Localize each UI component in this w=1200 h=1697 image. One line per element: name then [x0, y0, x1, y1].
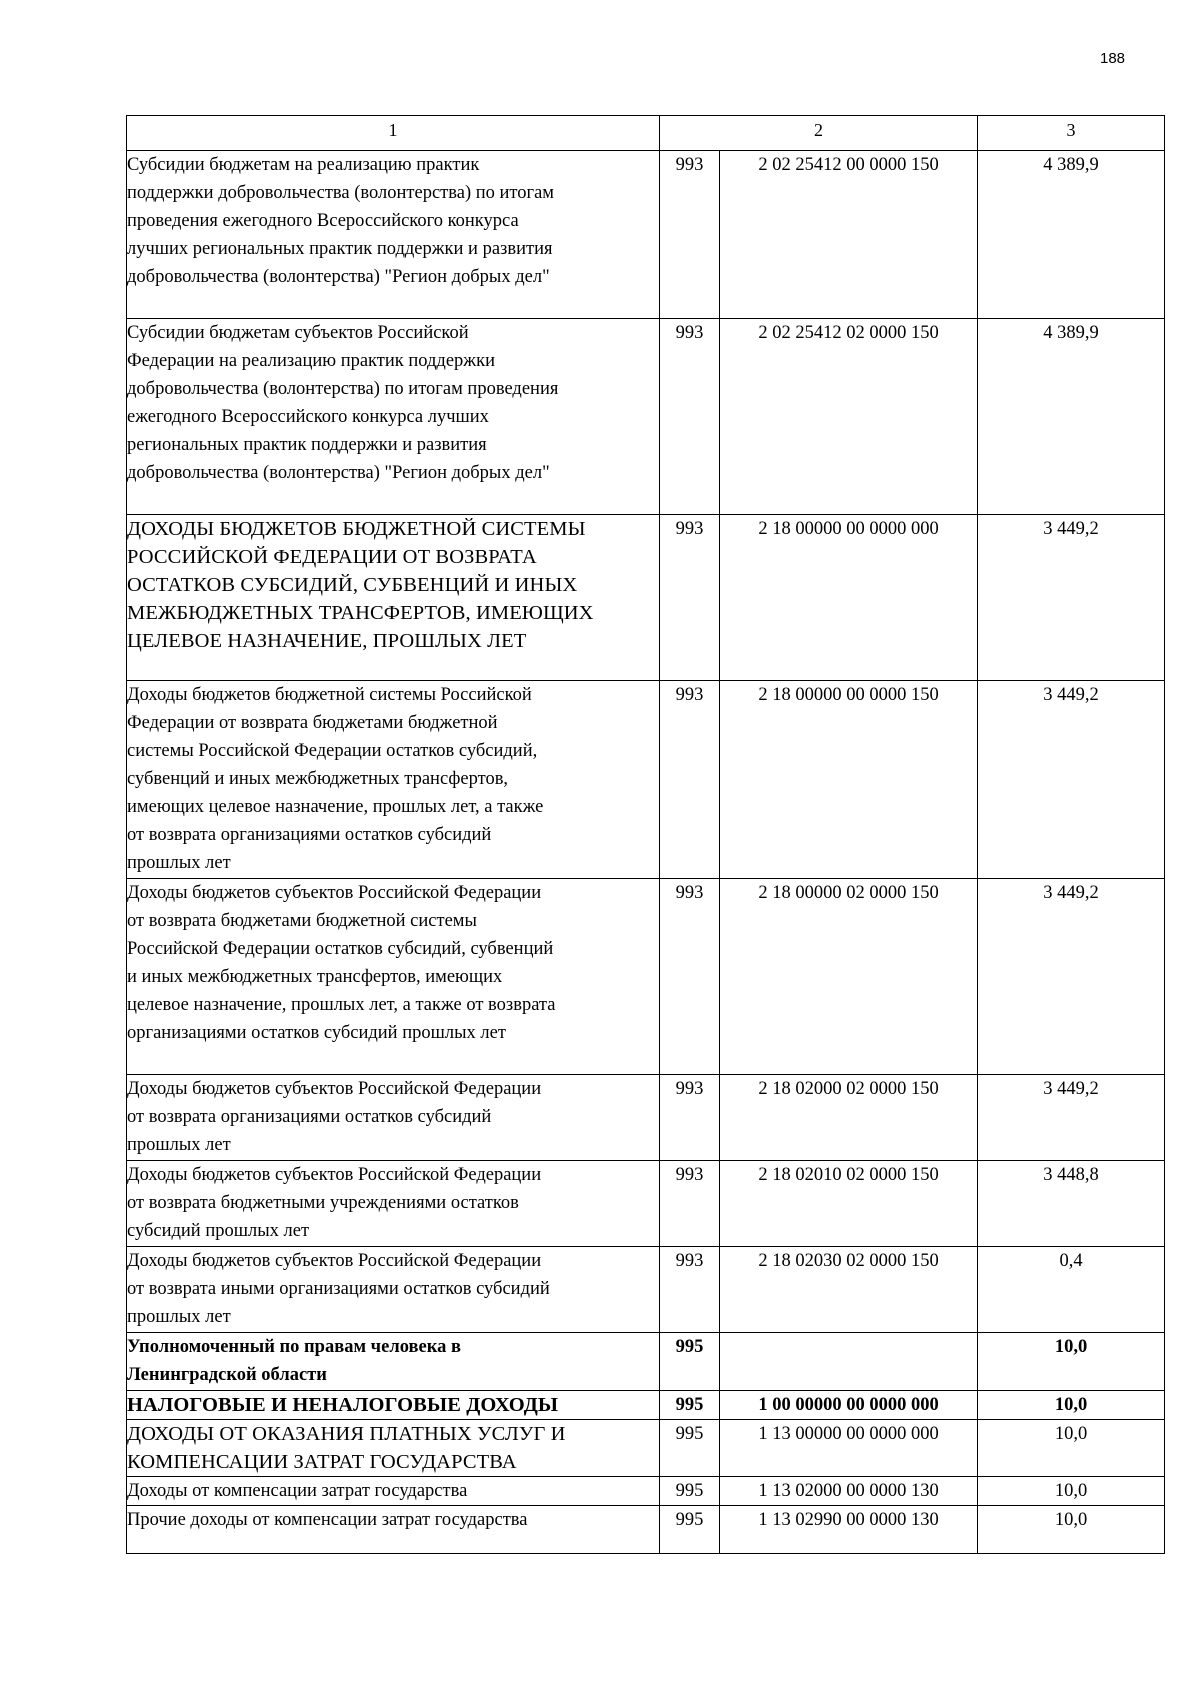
- row-budget-code: 2 18 00000 00 0000 000: [720, 515, 978, 681]
- table-row: [127, 1247, 1165, 1333]
- row-name: Доходы бюджетов бюджетной системы Российской Федерации от возврата бюджетами бюджетной системы Российской Федерации остатков субсидий, субвенций и иных межбюджетных трансфертов, имеющих целевое назначение, прошлых лет, а также от возврата организациями остатков субсидий прошлых лет: [127, 681, 660, 879]
- row-amount: 3 449,2: [978, 681, 1165, 879]
- table-row: [127, 681, 1165, 879]
- row-amount: 10,0: [978, 1391, 1165, 1420]
- row-admin-code: 993: [660, 151, 720, 319]
- header-col-1: 1: [127, 116, 660, 151]
- table-row: [127, 151, 1165, 319]
- header-col-2: 2: [660, 116, 978, 151]
- row-amount: 4 389,9: [978, 151, 1165, 319]
- row-name: Субсидии бюджетам субъектов Российской Федерации на реализацию практик поддержки добровольчества (волонтерства) по итогам проведения ежегодного Всероссийского конкурса лучших региональных практик поддержки и развития добровольчества (волонтерства) "Регион добрых дел": [127, 319, 660, 515]
- row-admin-code: 993: [660, 515, 720, 681]
- row-admin-code: 993: [660, 1161, 720, 1247]
- row-name: Прочие доходы от компенсации затрат государства: [127, 1506, 660, 1554]
- row-name: Доходы бюджетов субъектов Российской Федерации от возврата бюджетными учреждениями остатков субсидий прошлых лет: [127, 1161, 660, 1247]
- table-header-row: [127, 116, 1165, 151]
- row-admin-code: 993: [660, 1247, 720, 1333]
- table-row: [127, 1075, 1165, 1161]
- table-row: [127, 1506, 1165, 1554]
- row-admin-code: 993: [660, 1075, 720, 1161]
- row-admin-code: 995: [660, 1420, 720, 1477]
- row-name: Доходы от компенсации затрат государства: [127, 1477, 660, 1506]
- row-admin-code: 993: [660, 879, 720, 1075]
- row-admin-code: 993: [660, 319, 720, 515]
- row-budget-code: 2 18 02010 02 0000 150: [720, 1161, 978, 1247]
- row-admin-code: 993: [660, 681, 720, 879]
- row-name: ДОХОДЫ ОТ ОКАЗАНИЯ ПЛАТНЫХ УСЛУГ И КОМПЕНСАЦИИ ЗАТРАТ ГОСУДАРСТВА: [127, 1420, 660, 1477]
- row-admin-code: 995: [660, 1391, 720, 1420]
- row-budget-code: [720, 1333, 978, 1391]
- row-amount: 4 389,9: [978, 319, 1165, 515]
- row-name: НАЛОГОВЫЕ И НЕНАЛОГОВЫЕ ДОХОДЫ: [127, 1391, 660, 1420]
- row-amount: 3 449,2: [978, 515, 1165, 681]
- table-row: [127, 879, 1165, 1075]
- row-budget-code: 2 18 00000 02 0000 150: [720, 879, 978, 1075]
- row-budget-code: 2 02 25412 00 0000 150: [720, 151, 978, 319]
- row-budget-code: 2 18 02000 02 0000 150: [720, 1075, 978, 1161]
- row-name: Доходы бюджетов субъектов Российской Федерации от возврата бюджетами бюджетной системы Российской Федерации остатков субсидий, субвенций и иных межбюджетных трансфертов, имеющих целевое назначение, прошлых лет, а также от возврата организациями остатков субсидий прошлых лет: [127, 879, 660, 1075]
- revenue-table: [126, 115, 1165, 1554]
- row-amount: 3 449,2: [978, 1075, 1165, 1161]
- row-budget-code: 2 18 02030 02 0000 150: [720, 1247, 978, 1333]
- table-row: [127, 1477, 1165, 1506]
- row-name: ДОХОДЫ БЮДЖЕТОВ БЮДЖЕТНОЙ СИСТЕМЫ РОССИЙСКОЙ ФЕДЕРАЦИИ ОТ ВОЗВРАТА ОСТАТКОВ СУБСИДИЙ, СУБВЕНЦИЙ И ИНЫХ МЕЖБЮДЖЕТНЫХ ТРАНСФЕРТОВ, ИМЕЮЩИХ ЦЕЛЕВОЕ НАЗНАЧЕНИЕ, ПРОШЛЫХ ЛЕТ: [127, 515, 660, 681]
- row-amount: 3 448,8: [978, 1161, 1165, 1247]
- row-budget-code: 1 00 00000 00 0000 000: [720, 1391, 978, 1420]
- row-amount: 3 449,2: [978, 879, 1165, 1075]
- row-amount: 10,0: [978, 1333, 1165, 1391]
- row-budget-code: 1 13 00000 00 0000 000: [720, 1420, 978, 1477]
- row-name: Доходы бюджетов субъектов Российской Федерации от возврата иными организациями остатков субсидий прошлых лет: [127, 1247, 660, 1333]
- row-name: Субсидии бюджетам на реализацию практик поддержки добровольчества (волонтерства) по итогам проведения ежегодного Всероссийского конкурса лучших региональных практик поддержки и развития добровольчества (волонтерства) "Регион добрых дел": [127, 151, 660, 319]
- header-col-3: 3: [978, 116, 1165, 151]
- row-budget-code: 1 13 02990 00 0000 130: [720, 1506, 978, 1554]
- row-admin-code: 995: [660, 1333, 720, 1391]
- table-row: [127, 515, 1165, 681]
- row-amount: 10,0: [978, 1420, 1165, 1477]
- row-budget-code: 1 13 02000 00 0000 130: [720, 1477, 978, 1506]
- table-row: [127, 319, 1165, 515]
- row-amount: 0,4: [978, 1247, 1165, 1333]
- row-name: Уполномоченный по правам человека в Ленинградской области: [127, 1333, 660, 1391]
- page-number: 188: [1100, 50, 1126, 67]
- row-budget-code: 2 02 25412 02 0000 150: [720, 319, 978, 515]
- row-amount: 10,0: [978, 1477, 1165, 1506]
- row-amount: 10,0: [978, 1506, 1165, 1554]
- table-row: [127, 1333, 1165, 1391]
- table-row: [127, 1391, 1165, 1420]
- table-row: [127, 1161, 1165, 1247]
- row-admin-code: 995: [660, 1477, 720, 1506]
- row-admin-code: 995: [660, 1506, 720, 1554]
- row-name: Доходы бюджетов субъектов Российской Федерации от возврата организациями остатков субсидий прошлых лет: [127, 1075, 660, 1161]
- table-row: [127, 1420, 1165, 1477]
- row-budget-code: 2 18 00000 00 0000 150: [720, 681, 978, 879]
